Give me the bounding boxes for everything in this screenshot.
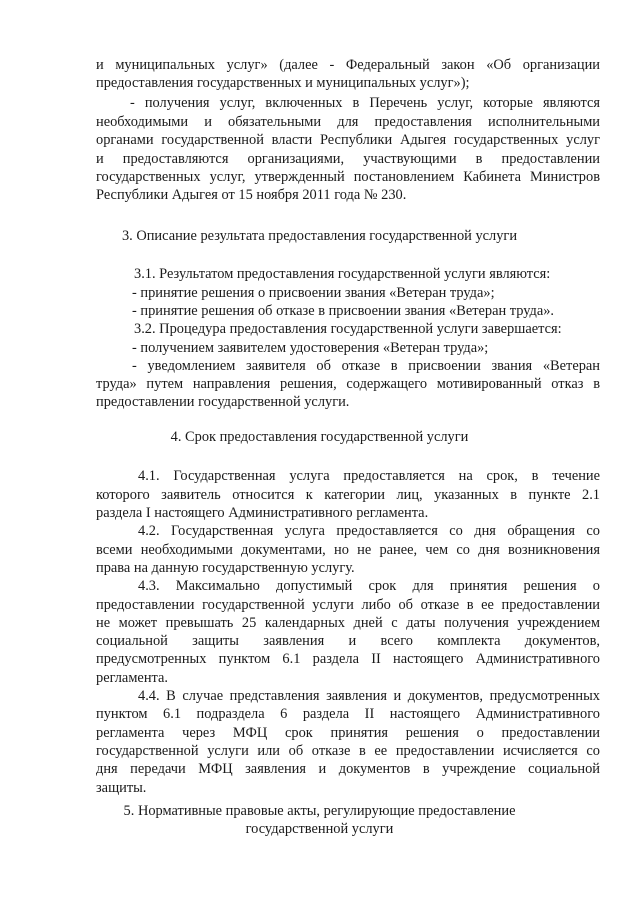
text-line: дня передачи МФЦ заявления и документов в учреждение социальной — [96, 761, 600, 777]
text-line: государственной услуги или об отказе в ее предоставлении исчисляется со — [96, 743, 600, 759]
text-line: - получения услуг, включенных в Перечень услуг, которые являются — [130, 95, 600, 111]
section-heading: государственной услуги — [245, 821, 394, 837]
text-line: - принятие решения об отказе в присвоении звания «Ветеран труда». — [132, 303, 555, 319]
text-line: 3.2. Процедура предоставления государственной услуги завершается: — [134, 321, 562, 337]
text-line: всеми необходимыми документами, но не ранее, чем со дня возникновения — [96, 542, 600, 558]
text-line: необходимыми и обязательными для предоставления исполнительными — [96, 114, 600, 130]
text-line: предоставления государственных и муниципальных услуг»); — [96, 75, 470, 91]
section-heading: 3. Описание результата предоставления государственной услуги — [121, 228, 518, 244]
text-line: которого заявитель относится к категории лиц, указанных в пункте 2.1 — [96, 487, 600, 503]
text-line: защиты. — [96, 780, 147, 796]
text-line: не может превышать 25 календарных дней с даты получения учреждением — [96, 615, 600, 631]
text-line: и муниципальных услуг» (далее - Федеральный закон «Об организации — [96, 57, 600, 73]
text-line: - получением заявителем удостоверения «Ветеран труда»; — [132, 340, 489, 356]
text-line: 4.1. Государственная услуга предоставляется на срок, в течение — [138, 468, 600, 484]
section-heading: 5. Нормативные правовые акты, регулирующие предоставление — [123, 803, 516, 819]
text-line: государственных услуг, утвержденный постановлением Кабинета Министров — [96, 169, 600, 185]
text-line: права на данную государственную услугу. — [96, 560, 355, 576]
text-line: 4.3. Максимально допустимый срок для принятия решения о — [138, 578, 600, 594]
text-line: 3.1. Результатом предоставления государственной услуги являются: — [134, 266, 551, 282]
text-line: социальной защиты заявления и всего комплекта документов, — [96, 633, 600, 649]
text-line: регламента через МФЦ срок принятия решения о предоставлении — [96, 725, 600, 741]
text-line: предоставлении государственной услуги. — [96, 394, 350, 410]
section-heading: 4. Срок предоставления государственной услуги — [170, 429, 469, 445]
text-line: 4.2. Государственная услуга предоставляется со дня обращения со — [138, 523, 600, 539]
text-line: регламента. — [96, 670, 168, 686]
text-line: 4.4. В случае представления заявления и документов, предусмотренных — [138, 688, 600, 704]
text-line: труда» путем направления решения, содержащего мотивированный отказ в — [96, 376, 600, 392]
text-line: пунктом 6.1 подраздела 6 раздела II настоящего Административного — [96, 706, 600, 722]
text-line: органами государственной власти Республики Адыгея государственных услуг — [96, 132, 600, 148]
text-line: предоставлении государственной услуги либо об отказе в ее предоставлении — [96, 597, 600, 613]
text-line: - уведомлением заявителя об отказе в присвоении звания «Ветеран — [132, 358, 600, 374]
text-line: предусмотренных пунктом 6.1 раздела II настоящего Административного — [96, 651, 600, 667]
text-line: - принятие решения о присвоении звания «Ветеран труда»; — [132, 285, 495, 301]
text-line: и предоставляются организациями, участвующими в предоставлении — [96, 151, 600, 167]
text-line: Республики Адыгея от 15 ноября 2011 года № 230. — [96, 187, 407, 203]
text-line: раздела I настоящего Административного регламента. — [96, 505, 429, 521]
